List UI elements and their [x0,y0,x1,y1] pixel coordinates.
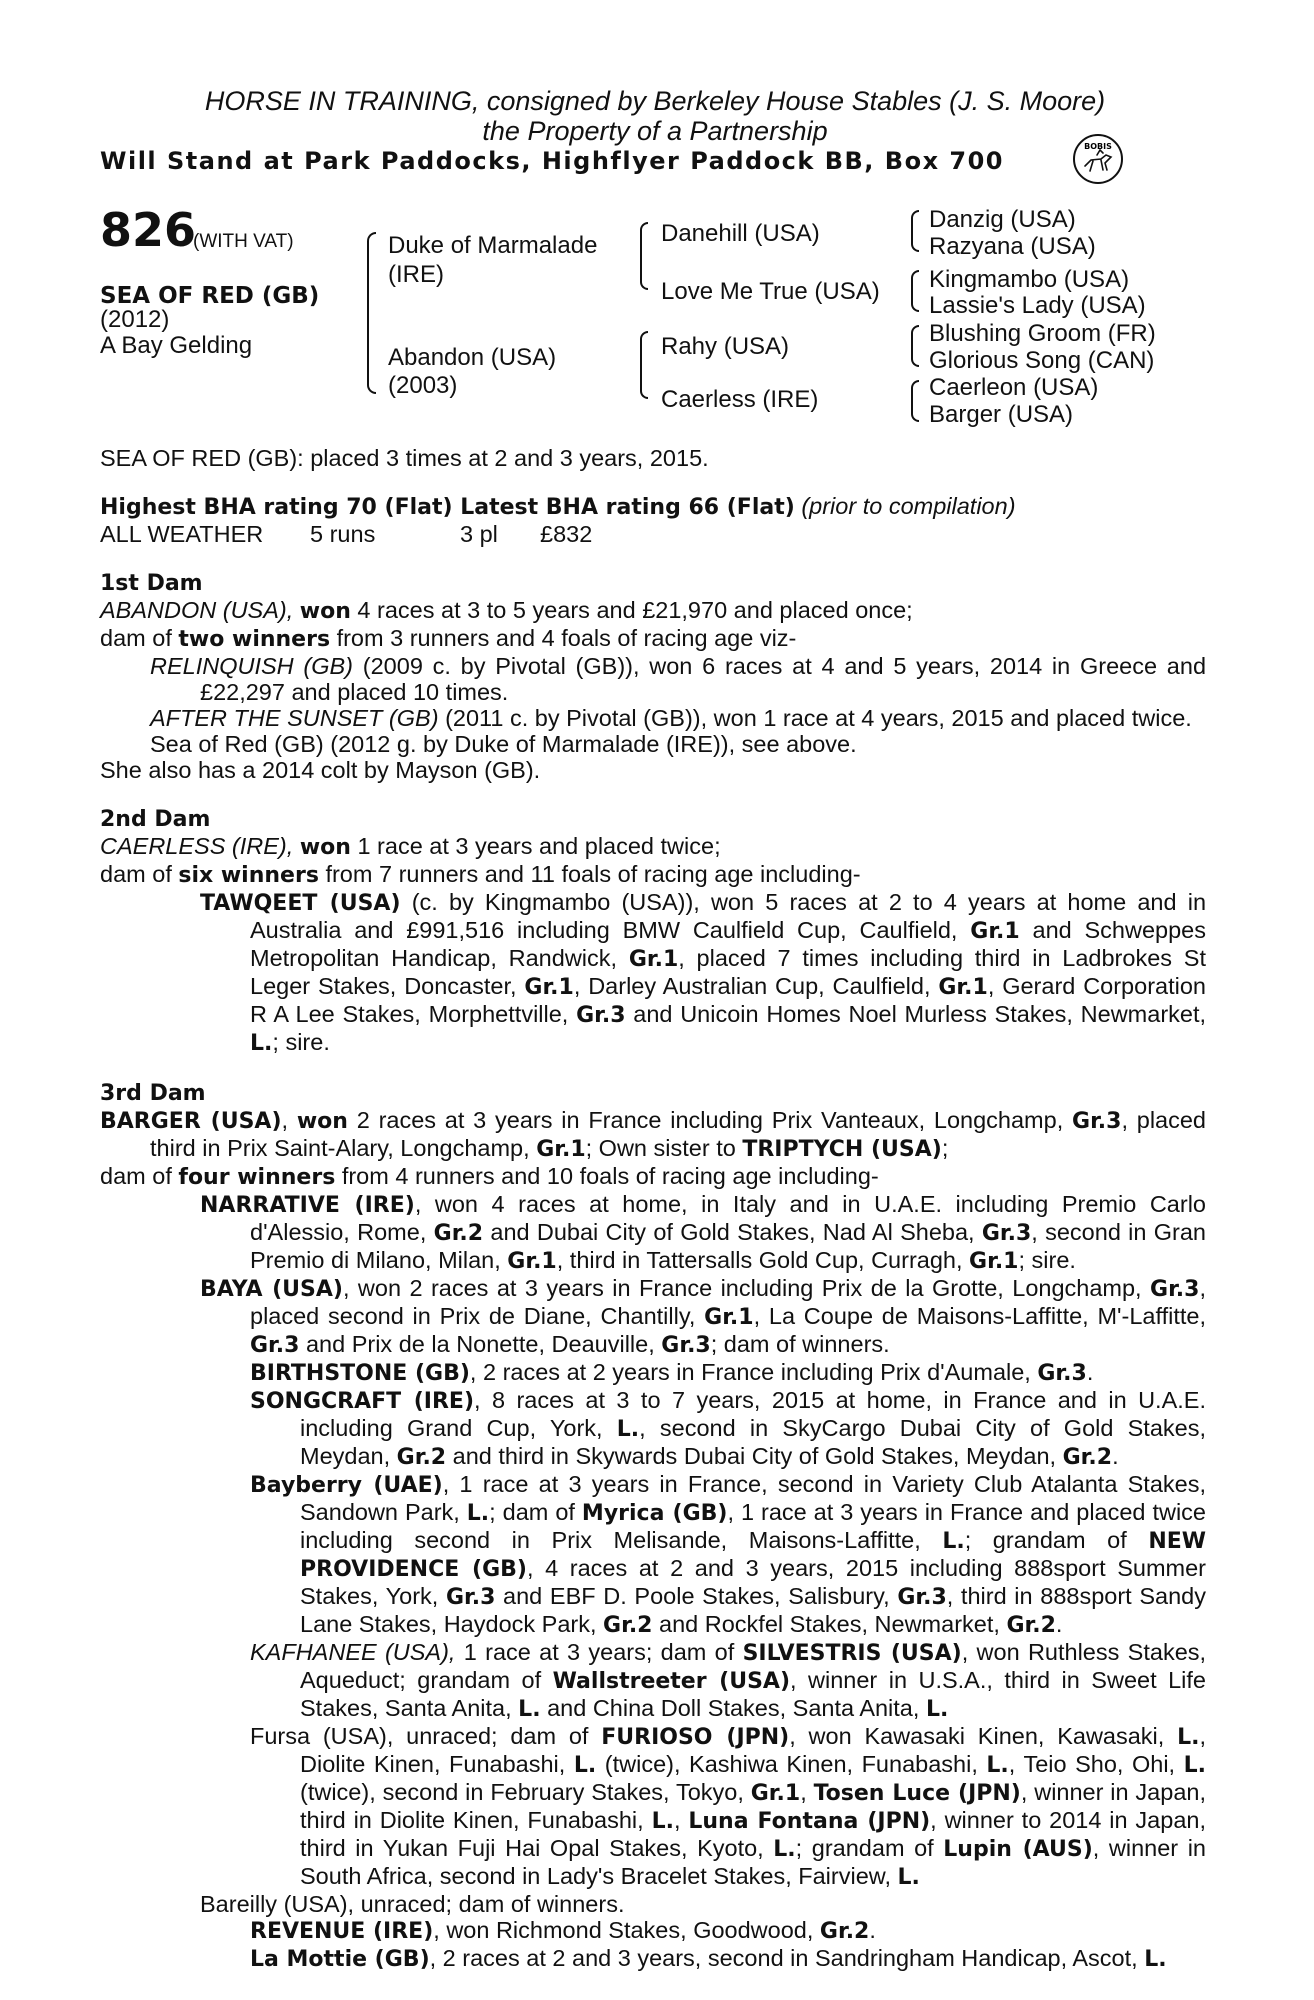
progeny-entry: Sea of Red (GB) (2012 g. by Duke of Marmalade (IRE)), see above. [150,731,857,757]
gen2-brace [640,363,648,399]
property-line: the Property of a Partnership [482,116,828,146]
pedigree-gen3-item: Barger (USA) [929,401,1074,428]
lot-number: 826 [100,203,197,257]
second-dam-heading: 2nd Dam [100,807,211,832]
progeny-entry: KAFHANEE (USA), 1 race at 3 years; dam of SILVESTRIS (USA), won Ruthless Stakes, Aqueduct; grandam of Wallstreeter (USA), winner in U.S.A., third in Sweet Life Stakes, Santa Anita, L. and China Doll Stakes, Santa Anita, L. [250,1639,1207,1722]
progeny-entry: La Mottie (GB), 2 races at 2 and 3 years, second in Sandringham Handicap, Ascot, L. [250,1945,1167,1972]
gen3-brace [911,325,919,345]
progeny-entry: Fursa (USA), unraced; dam of FURIOSO (JPN), won Kawasaki Kinen, Kawasaki, L., Diolite Kinen, Funabashi, L. (twice), Kashiwa Kinen, Funabashi, L., Teio Sho, Ohi, L. (twice), second in February Stakes, Tokyo, Gr.1, Tosen Luce (JPN), winner in Japan, third in Diolite Kinen, Funabashi, L., Luna Fontana (JPN), winner to 2014 in Japan, third in Yukan Fuji Hai Opal Stakes, Kyoto, L.; grandam of Lupin (AUS), winner in South Africa, second in Lady's Bracelet Stakes, Fairview, L. [250,1723,1207,1890]
vat-note: (WITH VAT) [193,231,294,252]
pedigree-brace-top [367,232,376,347]
horse-name: SEA OF RED (GB) [100,283,320,309]
gen2-brace [640,252,648,290]
pedigree-gen2-item: Caerless (IRE) [661,386,819,413]
bobis-horse-logo-icon [1073,134,1123,184]
pedigree-gen3-item: Glorious Song (CAN) [929,347,1155,374]
pedigree-gen3-item: Kingmambo (USA) [929,266,1130,293]
gen3-brace [911,290,919,312]
pedigree-gen3-item: Lassie's Lady (USA) [929,292,1146,319]
gen3-brace [911,345,919,367]
gen3-brace [911,380,919,400]
consignor-line: HORSE IN TRAINING, consigned by Berkeley House Stables (J. S. Moore) [204,86,1106,116]
pedigree-gen3-item: Danzig (USA) [929,206,1076,233]
race-record: SEA OF RED (GB): placed 3 times at 2 and 3 years, 2015. [100,445,709,471]
sire-country: (IRE) [388,261,444,288]
third-dam-line: dam of four winners from 4 runners and 10 foals of racing age including- [100,1163,879,1190]
gen2-brace [640,331,648,363]
progeny-entry: Bareilly (USA), unraced; dam of winners. [200,1891,625,1917]
first-dam-heading: 1st Dam [100,571,203,596]
pedigree-notes [100,445,1206,1973]
gen2-brace [640,222,648,252]
progeny-entry: RELINQUISH (GB) (2009 c. by Pivotal (GB)), won 6 races at 4 and 5 years, 2014 in Greece and £22,297 and placed 10 times. [150,653,1207,705]
logo-text: BOBIS [1084,142,1112,151]
stand-location: Will Stand at Park Paddocks, Highflyer Paddock BB, Box 700 [100,147,1004,175]
progeny-entry: BIRTHSTONE (GB), 2 races at 2 years in France including Prix d'Aumale, Gr.3. [250,1359,1094,1386]
progeny-note: She also has a 2014 colt by Mayson (GB). [100,757,541,783]
sire-name: Duke of Marmalade [388,232,598,259]
gen3-brace [911,230,919,252]
pedigree-brace-bottom [367,347,376,394]
first-dam-line: ABANDON (USA), won 4 races at 3 to 5 years and £21,970 and placed once; [100,597,913,624]
progeny-entry: NARRATIVE (IRE), won 4 races at home, in Italy and in U.A.E. including Premio Carlo d'Alessio, Rome, Gr.2 and Dubai City of Gold Stakes, Nad Al Sheba, Gr.3, second in Gran Premio di Milano, Milan, Gr.1, third in Tattersalls Gold Cup, Curragh, Gr.1; sire. [200,1191,1207,1274]
progeny-entry: TAWQEET (USA) (c. by Kingmambo (USA)), won 5 races at 2 to 4 years at home and in Australia and £991,516 including BMW Caulfield Cup, Caulfield, Gr.1 and Schweppes Metropolitan Handicap, Randwick, Gr.1, placed 7 times including third in Ladbrokes St Leger Stakes, Doncaster, Gr.1, Darley Australian Cup, Caulfield, Gr.1, Gerard Corporation R A Lee Stakes, Morphettville, Gr.3 and Unicoin Homes Noel Murless Stakes, Newmarket, L.; sire. [200,889,1207,1056]
second-dam-line: CAERLESS (IRE), won 1 race at 3 years and placed twice; [100,833,721,860]
dam-name: Abandon (USA) [388,344,557,371]
gen3-brace [911,270,919,290]
third-dam-line: BARGER (USA), won 2 races at 3 years in France including Prix Vanteaux, Longchamp, Gr.3, placed third in Prix Saint-Alary, Longchamp, Gr.1; Own sister to TRIPTYCH (USA); [100,1107,1207,1162]
pedigree-gen3-item: Razyana (USA) [929,233,1096,260]
first-dam-line: dam of two winners from 3 runners and 4 foals of racing age viz- [100,625,797,652]
pedigree-gen2-item: Rahy (USA) [661,333,790,360]
gen3-brace [911,210,919,230]
progeny-entry: Bayberry (UAE), 1 race at 3 years in France, second in Variety Club Atalanta Stakes, Sandown Park, L.; dam of Myrica (GB), 1 race at 3 years in France and placed twice including second in Prix Melisande, Maisons-Laffitte, L.; grandam of NEW PROVIDENCE (GB), 4 races at 2 and 3 years, 2015 including 888sport Summer Stakes, York, Gr.3 and EBF D. Poole Stakes, Salisbury, Gr.3, third in 888sport Sandy Lane Stakes, Haydock Park, Gr.2 and Rockfel Stakes, Newmarket, Gr.2. [250,1471,1207,1638]
dam-year: (2003) [388,372,458,399]
horse-description: A Bay Gelding [100,332,253,359]
pedigree-gen2-item: Danehill (USA) [661,220,820,247]
third-dam-heading: 3rd Dam [100,1081,206,1106]
pedigree-gen3-item: Caerleon (USA) [929,374,1099,401]
progeny-entry: AFTER THE SUNSET (GB) (2011 c. by Pivotal (GB)), won 1 race at 4 years, 2015 and placed twice. [150,705,1192,731]
progeny-entry: REVENUE (IRE), won Richmond Stakes, Goodwood, Gr.2. [250,1917,876,1944]
progeny-entry: BAYA (USA), won 2 races at 3 years in France including Prix de la Grotte, Longchamp, Gr.3, placed second in Prix de Diane, Chantilly, Gr.1, La Coupe de Maisons-Laffitte, M'-Laffitte, Gr.3 and Prix de la Nonette, Deauville, Gr.3; dam of winners. [200,1275,1207,1358]
pedigree-gen2-item: Love Me True (USA) [661,278,880,305]
foaling-year: (2012) [100,306,170,333]
surface-record: ALL WEATHER 5 runs 3 pl £832 [100,521,593,547]
bha-rating: Highest BHA rating 70 (Flat) Latest BHA rating 66 (Flat) (prior to compilation) [100,493,1016,520]
second-dam-line: dam of six winners from 7 runners and 11 foals of racing age including- [100,861,861,888]
progeny-entry: SONGCRAFT (IRE), 8 races at 3 to 7 years, 2015 at home, in France and in U.A.E. including Grand Cup, York, L., second in SkyCargo Dubai City of Gold Stakes, Meydan, Gr.2 and third in Skywards Dubai City of Gold Stakes, Meydan, Gr.2. [250,1387,1206,1470]
gen3-brace [911,400,919,422]
pedigree-gen3-item: Blushing Groom (FR) [929,320,1156,347]
